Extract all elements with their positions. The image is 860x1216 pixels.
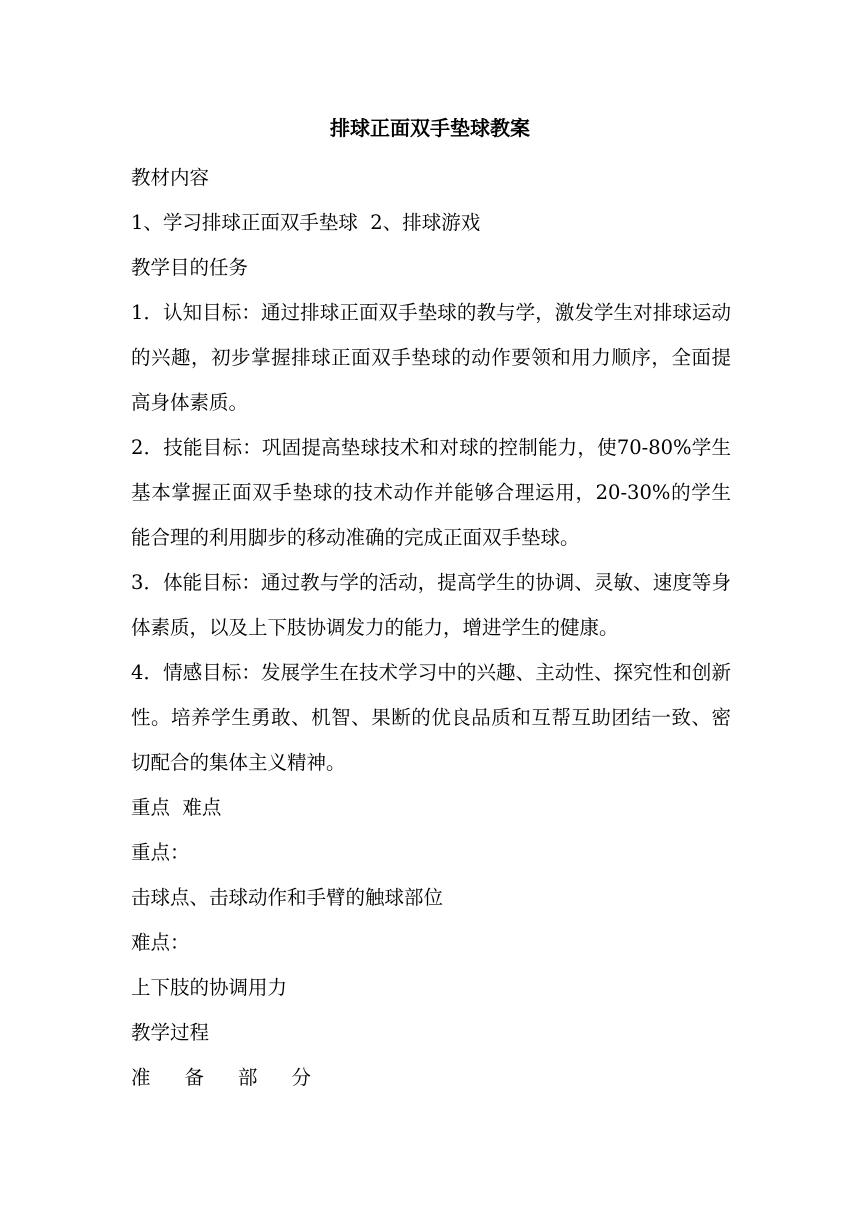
key-point-text: 击球点、击球动作和手臂的触球部位 <box>131 886 444 909</box>
document-body <box>131 155 731 1100</box>
objective-affective: 4．情感目标：发展学生在技术学习中的兴趣、主动性、探究性和创新性。培养学生勇敢、机智、果断的优良品质和互帮互助团结一致、密切配合的集体主义精神。 <box>131 661 731 774</box>
document-title: 排球正面双手垫球教案 <box>330 116 530 140</box>
key-point-label: 重点： <box>131 841 190 864</box>
objective-fitness: 3．体能目标：通过教与学的活动，提高学生的协调、灵敏、速度等身体素质，以及上下肢协调发力的能力，增进学生的健康。 <box>131 571 731 639</box>
section-heading-objectives: 教学目的任务 <box>131 256 249 279</box>
process-part-heading: 准备部分 <box>131 1066 346 1089</box>
materials-item: 1、学习排球正面双手垫球 2、排球游戏 <box>131 211 481 234</box>
objective-skill: 2．技能目标：巩固提高垫球技术和对球的控制能力，使70-80%学生基本掌握正面双手垫球的技术动作并能够合理运用，20-30%的学生能合理的利用脚步的移动准确的完成正面双手垫球。 <box>131 436 731 549</box>
difficulty-text: 上下肢的协调用力 <box>131 976 288 999</box>
section-heading-process: 教学过程 <box>131 1021 210 1044</box>
section-heading-materials: 教材内容 <box>131 166 210 189</box>
section-heading-key-points: 重点 难点 <box>131 796 222 819</box>
objective-cognitive: 1．认知目标：通过排球正面双手垫球的教与学，激发学生对排球运动的兴趣，初步掌握排球正面双手垫球的动作要领和用力顺序，全面提高身体素质。 <box>131 301 731 414</box>
difficulty-label: 难点： <box>131 931 190 954</box>
